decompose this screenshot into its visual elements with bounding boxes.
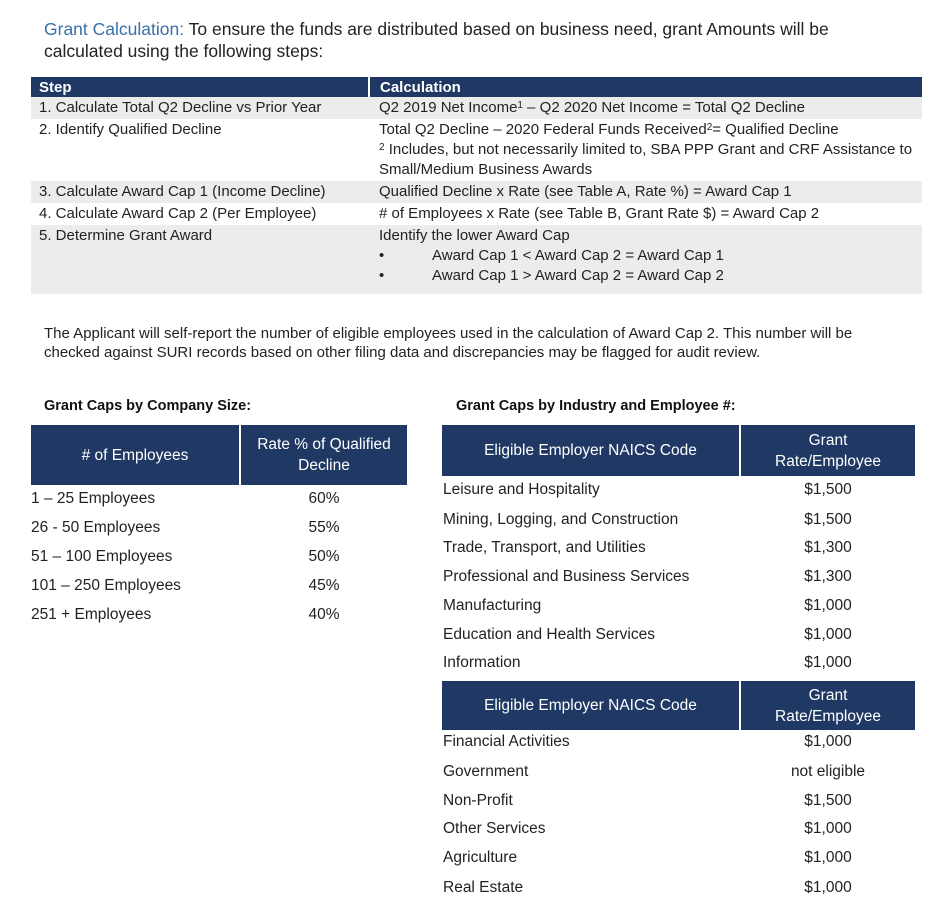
table-row: [443, 819, 915, 839]
size-label: 251 + Employees: [31, 606, 152, 623]
table-row: [443, 791, 915, 811]
industry-header-rate-2: Grant Rate/Employee: [741, 681, 915, 730]
size-header-employees: # of Employees: [31, 425, 239, 485]
step-calculation: [369, 225, 922, 294]
industry-rate: $1,000: [804, 626, 852, 643]
industry-label: Manufacturing: [443, 597, 542, 614]
table-row: [443, 625, 915, 645]
industry-label: Financial Activities: [443, 733, 570, 750]
industry-rate: $1,300: [804, 539, 852, 556]
bullet-item: [379, 266, 922, 286]
bullet-icon: •: [379, 247, 385, 264]
industry-rate: $1,500: [804, 481, 852, 498]
table-row: [443, 762, 915, 782]
footnote-marker: 2: [706, 122, 713, 133]
table-row: [443, 732, 915, 752]
table-row: [31, 518, 407, 538]
step-label: 4. Calculate Award Cap 2 (Per Employee): [39, 205, 317, 222]
table-row: [443, 538, 915, 558]
step-label: 3. Calculate Award Cap 1 (Income Decline): [31, 181, 369, 203]
calc-line: Identify the lower Award Cap: [379, 227, 570, 244]
calc-text: – Q2 2020 Net Income = Total Q2 Decline: [522, 99, 805, 116]
table-row: [31, 203, 922, 225]
steps-header-calculation: Calculation: [369, 77, 922, 97]
industry-label: Education and Health Services: [443, 626, 655, 643]
table-row: [443, 653, 915, 673]
size-label: 26 - 50 Employees: [31, 519, 161, 536]
industry-label: Mining, Logging, and Construction: [443, 511, 679, 528]
table-row: [443, 596, 915, 616]
table-row: [31, 225, 922, 294]
industry-rate: $1,500: [804, 511, 852, 528]
industry-rate: $1,300: [804, 568, 852, 585]
table-row: [31, 547, 407, 567]
step-calculation: # of Employees x Rate (see Table B, Grant Rate $) = Award Cap 2: [379, 205, 820, 222]
industry-rate: $1,000: [804, 654, 852, 671]
bullet-text: Award Cap 1 < Award Cap 2 = Award Cap 1: [432, 247, 724, 264]
step-label: 1. Calculate Total Q2 Decline vs Prior Year: [31, 97, 369, 119]
bullet-item: [379, 246, 922, 266]
intro-paragraph: [44, 18, 904, 62]
size-label: 51 – 100 Employees: [31, 548, 173, 565]
industry-rate: $1,000: [804, 733, 852, 750]
size-label: 101 – 250 Employees: [31, 577, 181, 594]
table-row: [443, 848, 915, 868]
industry-rate: not eligible: [790, 763, 866, 780]
industry-table-title: Grant Caps by Industry and Employee #:: [456, 398, 736, 414]
intro-lead: Grant Calculation:: [44, 19, 185, 39]
calc-text: = Qualified Decline: [712, 121, 839, 138]
size-rate: 55%: [308, 519, 340, 536]
footnote: [379, 140, 922, 180]
size-header-rate: Rate % of Qualified Decline: [241, 425, 407, 485]
industry-rate: $1,000: [804, 597, 852, 614]
step-calculation: [369, 97, 922, 119]
industry-rate: $1,000: [804, 820, 852, 837]
size-rate: 45%: [308, 577, 340, 594]
table-row: [443, 510, 915, 530]
industry-label: Government: [443, 763, 529, 780]
industry-header-naics-2: Eligible Employer NAICS Code: [442, 681, 739, 730]
table-row: [443, 878, 915, 898]
calc-line: [379, 120, 922, 140]
table-row: [31, 119, 922, 181]
step-label: 2. Identify Qualified Decline: [39, 121, 222, 138]
size-rate: 40%: [308, 606, 340, 623]
industry-header-naics: Eligible Employer NAICS Code: [442, 425, 739, 476]
step-calculation: Qualified Decline x Rate (see Table A, Rate %) = Award Cap 1: [369, 181, 922, 203]
audit-note: The Applicant will self-report the number of eligible employees used in the calculation of Award Cap 2. This number will be checked against SURI records based on other filing data and discrepancies may be flagged for audit review.: [44, 325, 853, 361]
size-rate: 60%: [308, 490, 340, 507]
calc-text: Q2 2019 Net Income: [379, 99, 518, 116]
industry-label: Real Estate: [443, 879, 524, 896]
footnote-text: Includes, but not necessarily limited to, SBA PPP Grant and CRF Assistance to Small/Medium Business Awards: [379, 141, 913, 178]
footnote-marker: 2: [379, 142, 385, 153]
step-label: 5. Determine Grant Award: [31, 225, 369, 294]
industry-header-rate: Grant Rate/Employee: [741, 425, 915, 476]
industry-label: Information: [443, 654, 521, 671]
industry-label: Non-Profit: [443, 792, 513, 809]
bullet-icon: •: [379, 267, 385, 284]
industry-label: Trade, Transport, and Utilities: [443, 539, 646, 556]
table-row: [31, 605, 407, 625]
steps-table: [31, 77, 922, 294]
industry-rate: $1,500: [804, 792, 852, 809]
industry-label: Agriculture: [443, 849, 518, 866]
steps-header-row: [31, 77, 922, 97]
table-row: [443, 480, 915, 500]
table-row: [31, 576, 407, 596]
industry-rate: $1,000: [804, 879, 852, 896]
size-rate: 50%: [308, 548, 340, 565]
industry-label: Leisure and Hospitality: [443, 481, 600, 498]
industry-label: Professional and Business Services: [443, 568, 690, 585]
bullet-text: Award Cap 1 > Award Cap 2 = Award Cap 2: [432, 267, 724, 284]
industry-label: Other Services: [443, 820, 546, 837]
table-row: [31, 489, 407, 509]
industry-rate: $1,000: [804, 849, 852, 866]
table-row: [31, 97, 922, 119]
footnote-marker: 1: [517, 100, 523, 111]
steps-header-step: Step: [31, 77, 369, 97]
size-label: 1 – 25 Employees: [31, 490, 156, 507]
table-row: [443, 567, 915, 587]
intro-text: To ensure the funds are distributed based on business need, grant Amounts will be calculated using the following steps:: [44, 19, 829, 61]
calc-text: Total Q2 Decline – 2020 Federal Funds Received: [379, 121, 707, 138]
step-calculation: [369, 119, 922, 181]
size-table-title: Grant Caps by Company Size:: [44, 398, 252, 414]
table-row: [31, 181, 922, 203]
